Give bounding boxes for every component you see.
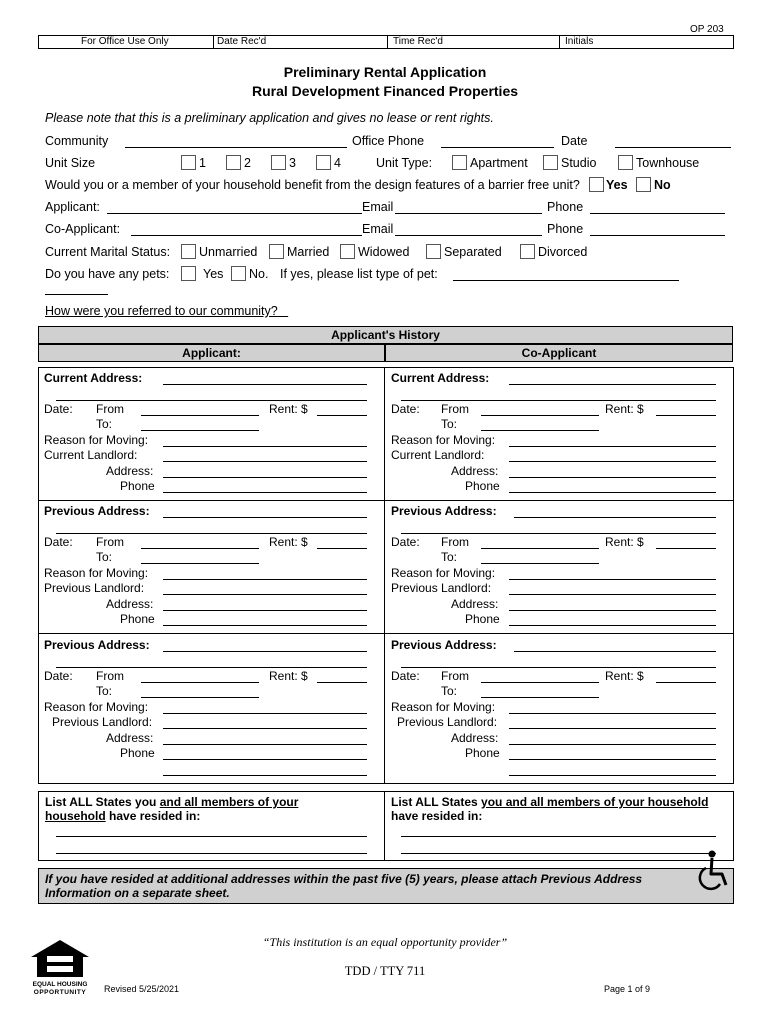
barrier-free-no-checkbox[interactable] [636, 177, 651, 192]
from-label: From [441, 535, 469, 549]
landlord-address-label: Address: [451, 464, 499, 478]
office-use-bar [38, 35, 734, 49]
date-recd-label: Date Rec'd [217, 36, 267, 47]
pets-no-label: No. [249, 267, 269, 281]
date-label: Date: [44, 402, 73, 416]
co-applicant-field[interactable] [131, 235, 362, 236]
from-field[interactable] [141, 415, 259, 416]
unit-size-2-checkbox[interactable] [226, 155, 241, 170]
to-field[interactable] [141, 697, 259, 698]
landlord-address-field[interactable] [163, 744, 367, 745]
marital-unmarried-label: Unmarried [199, 245, 258, 259]
tdd-tty: TDD / TTY 711 [344, 964, 426, 978]
landlord-phone-label: Phone [120, 479, 155, 493]
states-left-field[interactable] [56, 836, 367, 837]
marital-married-checkbox[interactable] [269, 244, 284, 259]
from-field[interactable] [481, 548, 599, 549]
to-label: To: [96, 417, 113, 431]
barrier-free-yes-label: Yes [606, 178, 628, 192]
unit-type-townhouse-label: Townhouse [636, 156, 700, 170]
landlord-field[interactable] [509, 728, 716, 729]
to-label: To: [441, 417, 458, 431]
address-field-line2[interactable] [56, 400, 367, 401]
referral-label: How were you referred to our community? [45, 304, 278, 318]
history-co-applicant-header: Co-Applicant [385, 344, 733, 362]
address-field[interactable] [514, 517, 716, 518]
landlord-field[interactable] [163, 594, 367, 595]
to-field[interactable] [481, 430, 599, 431]
from-field[interactable] [141, 682, 259, 683]
marital-unmarried-checkbox[interactable] [181, 244, 196, 259]
states-right-label: List ALL States you and all members of your household have resided in: [391, 795, 709, 823]
address-field-line2[interactable] [401, 667, 716, 668]
from-label: From [441, 402, 469, 416]
reason-label: Reason for Moving: [391, 700, 496, 714]
states-right-field[interactable] [401, 836, 716, 837]
pet-type-label: If yes, please list type of pet: [280, 267, 438, 281]
pets-label: Do you have any pets: [45, 267, 170, 281]
date-label: Date: [391, 402, 420, 416]
landlord-phone-label: Phone [120, 746, 155, 760]
landlord-phone-field[interactable] [509, 759, 716, 760]
co-applicant-phone-label: Phone [547, 222, 584, 236]
previous-address-label: Previous Address: [391, 638, 497, 652]
notice-text: If you have resided at additional addresses within the past five (5) years, please attach Previous Address Information on a separate sheet. [45, 872, 643, 900]
date-label: Date: [44, 669, 73, 683]
landlord-phone-field[interactable] [163, 625, 367, 626]
landlord-phone-field[interactable] [163, 492, 367, 493]
pet-type-field-cont[interactable] [45, 294, 108, 295]
office-use-label: For Office Use Only [81, 36, 169, 47]
states-right-field-line2[interactable] [401, 853, 716, 854]
marital-divorced-label: Divorced [538, 245, 588, 259]
applicant-label: Applicant: [45, 200, 100, 214]
address-field[interactable] [163, 517, 367, 518]
previous-address-label: Previous Address: [391, 504, 497, 518]
address-field[interactable] [514, 651, 716, 652]
applicant-email-label: Email [362, 200, 394, 214]
landlord-phone-field-line2[interactable] [163, 775, 367, 776]
time-recd-label: Time Rec'd [393, 36, 443, 47]
marital-widowed-label: Widowed [358, 245, 410, 259]
to-label: To: [96, 684, 113, 698]
address-field[interactable] [509, 384, 716, 385]
reason-label: Reason for Moving: [391, 566, 496, 580]
unit-size-1-label: 1 [199, 156, 206, 170]
from-field[interactable] [481, 682, 599, 683]
history-applicant-header: Applicant: [38, 344, 385, 362]
unit-size-label: Unit Size [45, 156, 96, 170]
reason-label: Reason for Moving: [44, 566, 149, 580]
landlord-field[interactable] [163, 728, 367, 729]
equal-opportunity-statement: “This institution is an equal opportunity provider” [262, 935, 508, 949]
rent-field[interactable] [656, 415, 716, 416]
page-title: Preliminary Rental Application [283, 64, 487, 80]
rent-field[interactable] [317, 415, 367, 416]
marital-separated-label: Separated [444, 245, 502, 259]
to-label: To: [441, 550, 458, 564]
wheelchair-accessible-icon [692, 848, 732, 892]
pets-no-checkbox[interactable] [231, 266, 246, 281]
rent-label: Rent: $ [605, 402, 644, 416]
unit-type-apartment-checkbox[interactable] [452, 155, 467, 170]
to-field[interactable] [141, 430, 259, 431]
current-address-label: Current Address: [44, 371, 143, 385]
reason-field[interactable] [509, 446, 716, 447]
date-label: Date: [44, 535, 73, 549]
address-field[interactable] [163, 384, 367, 385]
landlord-address-field[interactable] [163, 477, 367, 478]
reason-field[interactable] [163, 446, 367, 447]
landlord-phone-label: Phone [120, 612, 155, 626]
pets-yes-checkbox[interactable] [181, 266, 196, 281]
unit-size-2-label: 2 [244, 156, 251, 170]
pet-type-field[interactable] [453, 280, 679, 281]
reason-label: Reason for Moving: [44, 433, 149, 447]
to-label: To: [96, 550, 113, 564]
unit-size-3-checkbox[interactable] [271, 155, 286, 170]
landlord-field[interactable] [509, 461, 716, 462]
from-label: From [441, 669, 469, 683]
equal-housing-house-icon [30, 939, 90, 979]
barrier-free-question: Would you or a member of your household benefit from the design features of a barrier free unit? [45, 178, 580, 192]
unit-type-apartment-label: Apartment [470, 156, 528, 170]
to-field[interactable] [481, 697, 599, 698]
unit-size-1-checkbox[interactable] [181, 155, 196, 170]
page-number: Page 1 of 9 [604, 984, 651, 994]
landlord-label: Current Landlord: [391, 448, 485, 462]
equal-housing-logo-text: EQUAL HOUSING OPPORTUNITY [32, 981, 88, 996]
barrier-free-no-label: No [654, 178, 671, 192]
to-field[interactable] [141, 563, 259, 564]
office-phone-label: Office Phone [352, 134, 425, 148]
address-field-line2[interactable] [401, 400, 716, 401]
landlord-address-label: Address: [106, 597, 154, 611]
landlord-phone-label: Phone [465, 479, 500, 493]
rent-label: Rent: $ [605, 669, 644, 683]
landlord-address-label: Address: [451, 597, 499, 611]
landlord-address-field[interactable] [163, 610, 367, 611]
reason-label: Reason for Moving: [391, 433, 496, 447]
landlord-phone-field[interactable] [163, 759, 367, 760]
landlord-address-field[interactable] [509, 610, 716, 611]
landlord-label: Previous Landlord: [391, 581, 492, 595]
landlord-phone-field[interactable] [509, 625, 716, 626]
reason-field[interactable] [163, 579, 367, 580]
previous-address-label: Previous Address: [44, 504, 150, 518]
landlord-field[interactable] [509, 594, 716, 595]
address-field[interactable] [163, 651, 367, 652]
unit-type-studio-label: Studio [561, 156, 597, 170]
co-applicant-phone-field[interactable] [590, 235, 725, 236]
pets-yes-label: Yes [203, 267, 224, 281]
reason-field[interactable] [509, 579, 716, 580]
landlord-field[interactable] [163, 461, 367, 462]
co-applicant-label: Co-Applicant: [45, 222, 121, 236]
states-left-field-line2[interactable] [56, 853, 367, 854]
history-title: Applicant's History [38, 326, 733, 344]
marital-divorced-checkbox[interactable] [520, 244, 535, 259]
landlord-address-field[interactable] [509, 477, 716, 478]
applicant-email-field[interactable] [395, 213, 542, 214]
address-field-line2[interactable] [401, 533, 716, 534]
marital-status-label: Current Marital Status: [45, 245, 171, 259]
rent-label: Rent: $ [269, 669, 308, 683]
from-label: From [96, 535, 124, 549]
rent-label: Rent: $ [605, 535, 644, 549]
rent-field[interactable] [317, 548, 367, 549]
form-code: OP 203 [690, 24, 724, 35]
landlord-address-field[interactable] [509, 744, 716, 745]
reason-field[interactable] [163, 713, 367, 714]
rent-field[interactable] [656, 548, 716, 549]
marital-widowed-checkbox[interactable] [340, 244, 355, 259]
applicant-field[interactable] [107, 213, 362, 214]
co-applicant-email-label: Email [362, 222, 394, 236]
landlord-phone-field-line2[interactable] [509, 775, 716, 776]
barrier-free-yes-checkbox[interactable] [589, 177, 604, 192]
states-left-label: List ALL States you and all members of your household have resided in: [45, 795, 299, 823]
initials-label: Initials [565, 36, 594, 47]
applicant-phone-label: Phone [547, 200, 584, 214]
current-address-label: Current Address: [391, 371, 490, 385]
unit-size-4-checkbox[interactable] [316, 155, 331, 170]
reason-field[interactable] [509, 713, 716, 714]
landlord-address-label: Address: [106, 731, 154, 745]
rent-label: Rent: $ [269, 535, 308, 549]
marital-married-label: Married [287, 245, 330, 259]
landlord-label: Previous Landlord: [397, 715, 498, 729]
to-label: To: [441, 684, 458, 698]
community-label: Community [45, 134, 109, 148]
from-field[interactable] [481, 415, 599, 416]
date-label: Date: [391, 535, 420, 549]
from-label: From [96, 669, 124, 683]
rent-label: Rent: $ [269, 402, 308, 416]
unit-size-3-label: 3 [289, 156, 296, 170]
rent-field[interactable] [317, 682, 367, 683]
co-applicant-email-field[interactable] [395, 235, 542, 236]
landlord-address-label: Address: [451, 731, 499, 745]
address-field-line2[interactable] [56, 667, 367, 668]
landlord-phone-field[interactable] [509, 492, 716, 493]
landlord-phone-label: Phone [465, 746, 500, 760]
rent-field[interactable] [656, 682, 716, 683]
reason-label: Reason for Moving: [44, 700, 149, 714]
disclaimer-note: Please note that this is a preliminary application and gives no lease or rent rights. [45, 111, 494, 125]
landlord-label: Previous Landlord: [52, 715, 153, 729]
previous-address-label: Previous Address: [44, 638, 150, 652]
address-field-line2[interactable] [56, 533, 367, 534]
unit-type-studio-checkbox[interactable] [543, 155, 558, 170]
unit-type-label: Unit Type: [376, 156, 433, 170]
date-label: Date [561, 134, 588, 148]
landlord-phone-label: Phone [465, 612, 500, 626]
page-subtitle: Rural Development Financed Properties [251, 83, 519, 99]
landlord-label: Current Landlord: [44, 448, 138, 462]
date-field[interactable] [615, 147, 731, 148]
landlord-label: Previous Landlord: [44, 581, 145, 595]
unit-type-townhouse-checkbox[interactable] [618, 155, 633, 170]
to-field[interactable] [481, 563, 599, 564]
office-phone-field[interactable] [441, 147, 554, 148]
from-field[interactable] [141, 548, 259, 549]
unit-size-4-label: 4 [334, 156, 341, 170]
marital-separated-checkbox[interactable] [426, 244, 441, 259]
date-label: Date: [391, 669, 420, 683]
from-label: From [96, 402, 124, 416]
community-field[interactable] [125, 147, 347, 148]
landlord-address-label: Address: [106, 464, 154, 478]
revised-date: Revised 5/25/2021 [104, 984, 180, 994]
applicant-phone-field[interactable] [590, 213, 725, 214]
